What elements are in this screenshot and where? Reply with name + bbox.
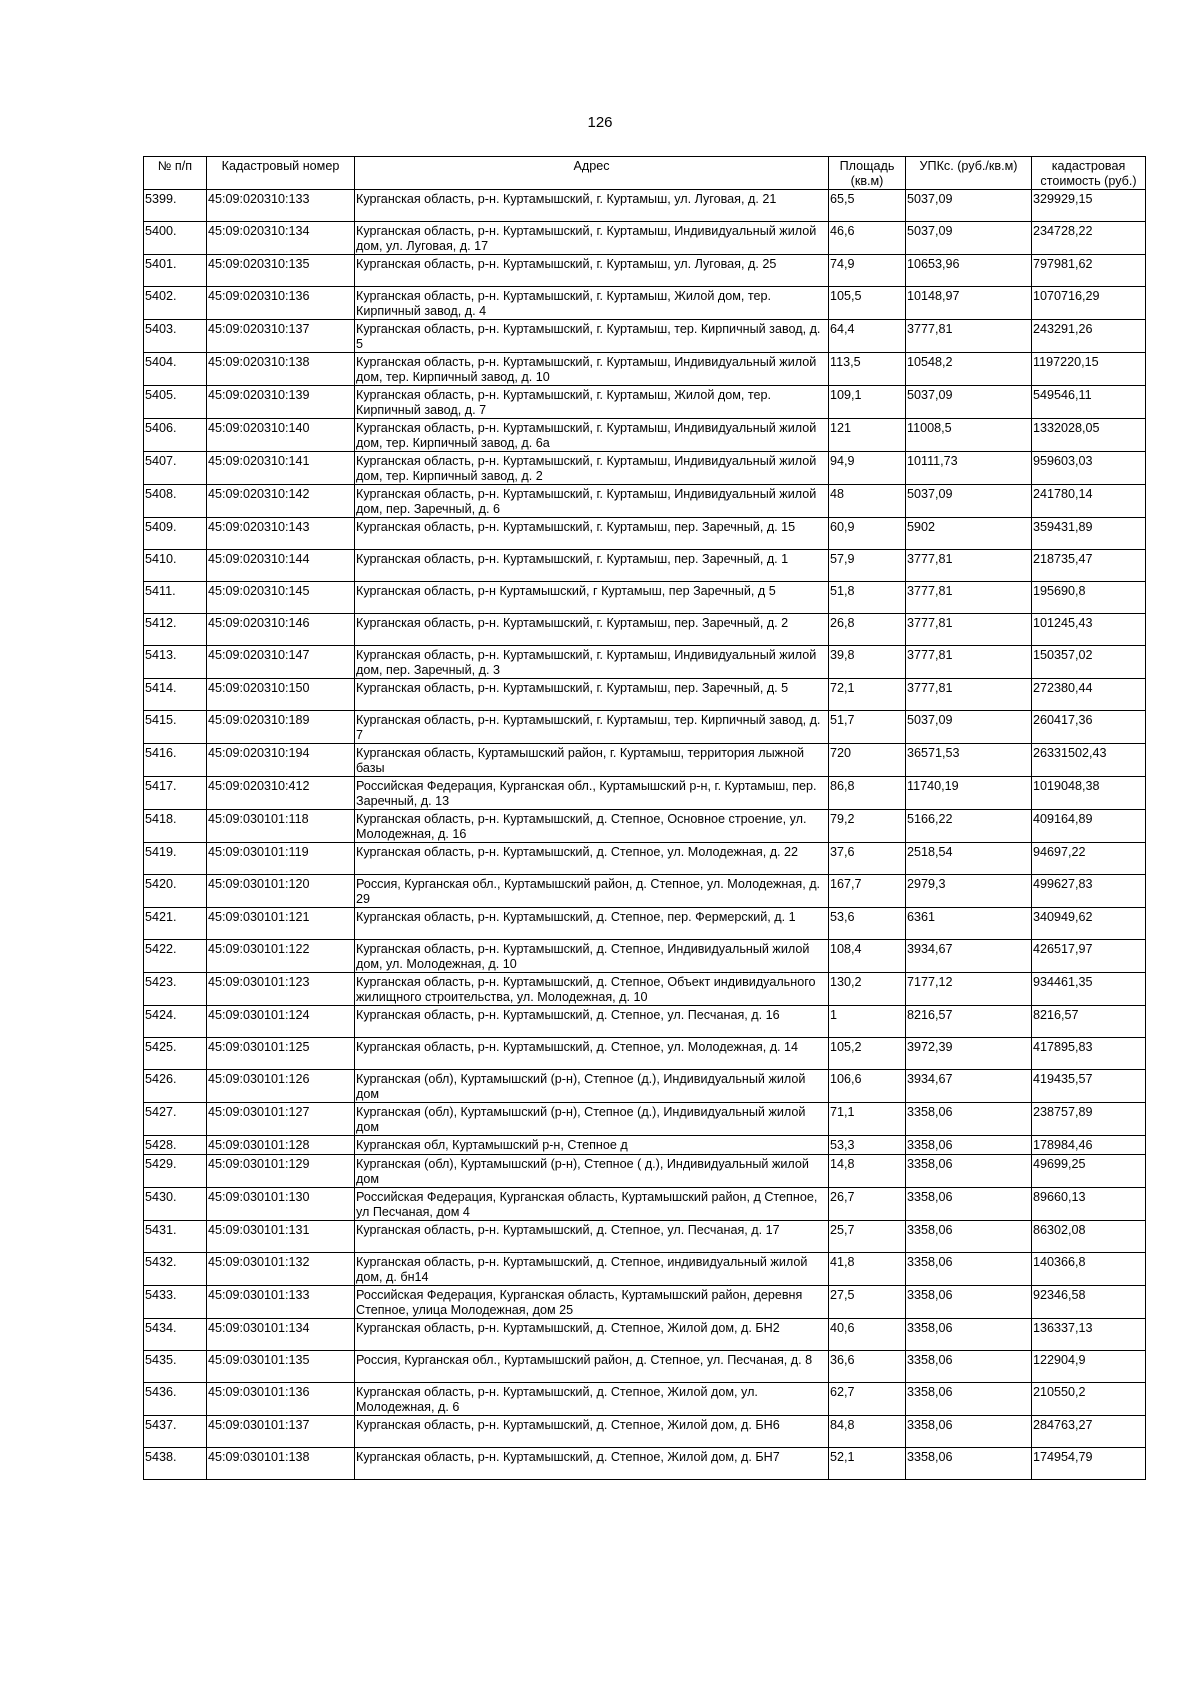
cadastral-number-cell: 45:09:030101:132 bbox=[207, 1253, 355, 1286]
row-number-cell: 5427. bbox=[144, 1103, 207, 1136]
cadastral-number-cell: 45:09:020310:150 bbox=[207, 679, 355, 711]
upks-cell: 11008,5 bbox=[906, 419, 1032, 452]
area-cell: 53,3 bbox=[829, 1136, 906, 1155]
cadastral-number-cell: 45:09:020310:139 bbox=[207, 386, 355, 419]
area-cell: 84,8 bbox=[829, 1416, 906, 1448]
table-row bbox=[144, 419, 1146, 452]
row-number-cell: 5429. bbox=[144, 1155, 207, 1188]
row-number-cell: 5404. bbox=[144, 353, 207, 386]
address-cell: Курганская область, р-н. Куртамышский, д. Степное, ул. Песчаная, д. 16 bbox=[355, 1006, 829, 1038]
table-row bbox=[144, 1070, 1146, 1103]
table-row bbox=[144, 908, 1146, 940]
upks-cell: 5037,09 bbox=[906, 190, 1032, 222]
area-cell: 51,8 bbox=[829, 582, 906, 614]
table-row bbox=[144, 1319, 1146, 1351]
cadastral-number-cell: 45:09:030101:136 bbox=[207, 1383, 355, 1416]
table-row bbox=[144, 1038, 1146, 1070]
cadastral-number-cell: 45:09:030101:126 bbox=[207, 1070, 355, 1103]
address-cell: Курганская область, р-н. Куртамышский, д. Степное, Индивидуальный жилой дом, ул. Молодежная, д. 10 bbox=[355, 940, 829, 973]
header-upks: УПКс. (руб./кв.м) bbox=[906, 157, 1032, 190]
cadastral-number-cell: 45:09:030101:137 bbox=[207, 1416, 355, 1448]
row-number-cell: 5428. bbox=[144, 1136, 207, 1155]
cadastral-number-cell: 45:09:020310:133 bbox=[207, 190, 355, 222]
upks-cell: 10548,2 bbox=[906, 353, 1032, 386]
cadastral-value-cell: 238757,89 bbox=[1032, 1103, 1146, 1136]
address-cell: Курганская область, р-н. Куртамышский, д. Степное, ул. Молодежная, д. 14 bbox=[355, 1038, 829, 1070]
table-row bbox=[144, 255, 1146, 287]
cadastral-number-cell: 45:09:030101:129 bbox=[207, 1155, 355, 1188]
row-number-cell: 5421. bbox=[144, 908, 207, 940]
upks-cell: 3777,81 bbox=[906, 582, 1032, 614]
cadastral-number-cell: 45:09:020310:141 bbox=[207, 452, 355, 485]
cadastral-number-cell: 45:09:030101:134 bbox=[207, 1319, 355, 1351]
header-area: Площадь (кв.м) bbox=[829, 157, 906, 190]
cadastral-value-cell: 8216,57 bbox=[1032, 1006, 1146, 1038]
row-number-cell: 5416. bbox=[144, 744, 207, 777]
row-number-cell: 5435. bbox=[144, 1351, 207, 1383]
cadastral-value-cell: 49699,25 bbox=[1032, 1155, 1146, 1188]
cadastral-number-cell: 45:09:030101:138 bbox=[207, 1448, 355, 1480]
cadastral-number-cell: 45:09:020310:144 bbox=[207, 550, 355, 582]
area-cell: 51,7 bbox=[829, 711, 906, 744]
address-cell: Курганская область, р-н. Куртамышский, г. Куртамыш, тер. Кирпичный завод, д. 5 bbox=[355, 320, 829, 353]
row-number-cell: 5400. bbox=[144, 222, 207, 255]
cadastral-number-cell: 45:09:030101:127 bbox=[207, 1103, 355, 1136]
upks-cell: 3358,06 bbox=[906, 1351, 1032, 1383]
area-cell: 109,1 bbox=[829, 386, 906, 419]
area-cell: 53,6 bbox=[829, 908, 906, 940]
table-row bbox=[144, 1351, 1146, 1383]
address-cell: Курганская область, р-н. Куртамышский, г. Куртамыш, Индивидуальный жилой дом, тер. Кирпичный завод, д. 6а bbox=[355, 419, 829, 452]
row-number-cell: 5402. bbox=[144, 287, 207, 320]
row-number-cell: 5411. bbox=[144, 582, 207, 614]
address-cell: Курганская область, р-н. Куртамышский, д. Степное, Объект индивидуального жилищного строительства, ул. Молодежная, д. 10 bbox=[355, 973, 829, 1006]
table-row bbox=[144, 485, 1146, 518]
upks-cell: 3358,06 bbox=[906, 1416, 1032, 1448]
cadastral-number-cell: 45:09:020310:137 bbox=[207, 320, 355, 353]
area-cell: 39,8 bbox=[829, 646, 906, 679]
table-row bbox=[144, 810, 1146, 843]
cadastral-number-cell: 45:09:030101:128 bbox=[207, 1136, 355, 1155]
address-cell: Российская Федерация, Курганская обл., Куртамышский р-н, г. Куртамыш, пер. Заречный, д. 13 bbox=[355, 777, 829, 810]
cadastral-value-cell: 426517,97 bbox=[1032, 940, 1146, 973]
cadastral-number-cell: 45:09:030101:120 bbox=[207, 875, 355, 908]
cadastral-value-cell: 241780,14 bbox=[1032, 485, 1146, 518]
table-row bbox=[144, 679, 1146, 711]
cadastral-number-cell: 45:09:020310:147 bbox=[207, 646, 355, 679]
cadastral-value-cell: 1197220,15 bbox=[1032, 353, 1146, 386]
row-number-cell: 5410. bbox=[144, 550, 207, 582]
table-row bbox=[144, 777, 1146, 810]
row-number-cell: 5434. bbox=[144, 1319, 207, 1351]
table-row bbox=[144, 1383, 1146, 1416]
cadastral-number-cell: 45:09:030101:118 bbox=[207, 810, 355, 843]
upks-cell: 3358,06 bbox=[906, 1136, 1032, 1155]
upks-cell: 5037,09 bbox=[906, 222, 1032, 255]
table-header-row bbox=[144, 157, 1146, 190]
area-cell: 57,9 bbox=[829, 550, 906, 582]
cadastral-value-cell: 174954,79 bbox=[1032, 1448, 1146, 1480]
address-cell: Курганская область, р-н. Куртамышский, д. Степное, Жилой дом, ул. Молодежная, д. 6 bbox=[355, 1383, 829, 1416]
row-number-cell: 5433. bbox=[144, 1286, 207, 1319]
area-cell: 52,1 bbox=[829, 1448, 906, 1480]
page-number: 126 bbox=[587, 114, 613, 131]
area-cell: 105,5 bbox=[829, 287, 906, 320]
address-cell: Курганская область, р-н. Куртамышский, д. Степное, ул. Песчаная, д. 17 bbox=[355, 1221, 829, 1253]
cadastral-number-cell: 45:09:020310:194 bbox=[207, 744, 355, 777]
address-cell: Курганская область, р-н. Куртамышский, г. Куртамыш, тер. Кирпичный завод, д. 7 bbox=[355, 711, 829, 744]
area-cell: 41,8 bbox=[829, 1253, 906, 1286]
cadastral-number-cell: 45:09:030101:131 bbox=[207, 1221, 355, 1253]
table-row bbox=[144, 386, 1146, 419]
address-cell: Курганская (обл), Куртамышский (р-н), Степное (д.), Индивидуальный жилой дом bbox=[355, 1103, 829, 1136]
area-cell: 167,7 bbox=[829, 875, 906, 908]
row-number-cell: 5417. bbox=[144, 777, 207, 810]
area-cell: 94,9 bbox=[829, 452, 906, 485]
upks-cell: 3972,39 bbox=[906, 1038, 1032, 1070]
row-number-cell: 5430. bbox=[144, 1188, 207, 1221]
cadastral-number-cell: 45:09:020310:189 bbox=[207, 711, 355, 744]
address-cell: Курганская область, р-н. Куртамышский, д. Степное, пер. Фермерский, д. 1 bbox=[355, 908, 829, 940]
area-cell: 27,5 bbox=[829, 1286, 906, 1319]
cadastral-value-cell: 178984,46 bbox=[1032, 1136, 1146, 1155]
row-number-cell: 5426. bbox=[144, 1070, 207, 1103]
table-row bbox=[144, 711, 1146, 744]
upks-cell: 3777,81 bbox=[906, 550, 1032, 582]
area-cell: 48 bbox=[829, 485, 906, 518]
area-cell: 720 bbox=[829, 744, 906, 777]
table-row bbox=[144, 550, 1146, 582]
table-row bbox=[144, 744, 1146, 777]
table-row bbox=[144, 614, 1146, 646]
upks-cell: 2518,54 bbox=[906, 843, 1032, 875]
cadastral-value-cell: 284763,27 bbox=[1032, 1416, 1146, 1448]
table-row bbox=[144, 1253, 1146, 1286]
address-cell: Курганская область, р-н. Куртамышский, г. Куртамыш, Индивидуальный жилой дом, ул. Луговая, д. 17 bbox=[355, 222, 829, 255]
area-cell: 121 bbox=[829, 419, 906, 452]
address-cell: Курганская (обл), Куртамышский (р-н), Степное (д.), Индивидуальный жилой дом bbox=[355, 1070, 829, 1103]
cadastral-value-cell: 1070716,29 bbox=[1032, 287, 1146, 320]
address-cell: Курганская область, р-н Куртамышский, г Куртамыш, пер Заречный, д 5 bbox=[355, 582, 829, 614]
address-cell: Российская Федерация, Курганская область, Куртамышский район, деревня Степное, улица Молодежная, дом 25 bbox=[355, 1286, 829, 1319]
cadastral-value-cell: 359431,89 bbox=[1032, 518, 1146, 550]
table-row bbox=[144, 452, 1146, 485]
upks-cell: 5037,09 bbox=[906, 386, 1032, 419]
table-row bbox=[144, 320, 1146, 353]
cadastral-number-cell: 45:09:020310:146 bbox=[207, 614, 355, 646]
cadastral-number-cell: 45:09:030101:122 bbox=[207, 940, 355, 973]
area-cell: 37,6 bbox=[829, 843, 906, 875]
area-cell: 79,2 bbox=[829, 810, 906, 843]
row-number-cell: 5438. bbox=[144, 1448, 207, 1480]
address-cell: Курганская область, р-н. Куртамышский, г. Куртамыш, пер. Заречный, д. 5 bbox=[355, 679, 829, 711]
cadastral-value-cell: 26331502,43 bbox=[1032, 744, 1146, 777]
row-number-cell: 5406. bbox=[144, 419, 207, 452]
cadastral-number-cell: 45:09:020310:135 bbox=[207, 255, 355, 287]
area-cell: 36,6 bbox=[829, 1351, 906, 1383]
upks-cell: 3358,06 bbox=[906, 1221, 1032, 1253]
row-number-cell: 5413. bbox=[144, 646, 207, 679]
table-row bbox=[144, 1221, 1146, 1253]
row-number-cell: 5419. bbox=[144, 843, 207, 875]
row-number-cell: 5420. bbox=[144, 875, 207, 908]
cadastral-number-cell: 45:09:020310:143 bbox=[207, 518, 355, 550]
cadastral-value-cell: 195690,8 bbox=[1032, 582, 1146, 614]
table-row bbox=[144, 1006, 1146, 1038]
upks-cell: 3777,81 bbox=[906, 646, 1032, 679]
cadastral-number-cell: 45:09:030101:135 bbox=[207, 1351, 355, 1383]
table-row bbox=[144, 973, 1146, 1006]
table-row bbox=[144, 1188, 1146, 1221]
cadastral-value-cell: 959603,03 bbox=[1032, 452, 1146, 485]
upks-cell: 3358,06 bbox=[906, 1155, 1032, 1188]
area-cell: 26,8 bbox=[829, 614, 906, 646]
table-row bbox=[144, 190, 1146, 222]
row-number-cell: 5414. bbox=[144, 679, 207, 711]
upks-cell: 3358,06 bbox=[906, 1383, 1032, 1416]
cadastral-number-cell: 45:09:020310:136 bbox=[207, 287, 355, 320]
cadastral-number-cell: 45:09:030101:123 bbox=[207, 973, 355, 1006]
area-cell: 64,4 bbox=[829, 320, 906, 353]
area-cell: 105,2 bbox=[829, 1038, 906, 1070]
address-cell: Курганская область, р-н. Куртамышский, г. Куртамыш, ул. Луговая, д. 25 bbox=[355, 255, 829, 287]
address-cell: Курганская область, р-н. Куртамышский, г. Куртамыш, Индивидуальный жилой дом, пер. Заречный, д. 6 bbox=[355, 485, 829, 518]
cadastral-number-cell: 45:09:020310:140 bbox=[207, 419, 355, 452]
address-cell: Курганская область, р-н. Куртамышский, г. Куртамыш, пер. Заречный, д. 1 bbox=[355, 550, 829, 582]
cadastral-value-table bbox=[143, 156, 1146, 1480]
area-cell: 106,6 bbox=[829, 1070, 906, 1103]
table-row bbox=[144, 222, 1146, 255]
address-cell: Курганская (обл), Куртамышский (р-н), Степное ( д.), Индивидуальный жилой дом bbox=[355, 1155, 829, 1188]
upks-cell: 3358,06 bbox=[906, 1286, 1032, 1319]
row-number-cell: 5399. bbox=[144, 190, 207, 222]
upks-cell: 10148,97 bbox=[906, 287, 1032, 320]
address-cell: Курганская область, Куртамышский район, г. Куртамыш, территория лыжной базы bbox=[355, 744, 829, 777]
table-row bbox=[144, 646, 1146, 679]
row-number-cell: 5437. bbox=[144, 1416, 207, 1448]
address-cell: Курганская область, р-н. Куртамышский, д. Степное, Жилой дом, д. БН7 bbox=[355, 1448, 829, 1480]
header-row-number: № п/п bbox=[144, 157, 207, 190]
upks-cell: 5166,22 bbox=[906, 810, 1032, 843]
upks-cell: 3358,06 bbox=[906, 1253, 1032, 1286]
cadastral-value-cell: 340949,62 bbox=[1032, 908, 1146, 940]
cadastral-number-cell: 45:09:020310:412 bbox=[207, 777, 355, 810]
address-cell: Курганская область, р-н. Куртамышский, д. Степное, Основное строение, ул. Молодежная, д. 16 bbox=[355, 810, 829, 843]
upks-cell: 8216,57 bbox=[906, 1006, 1032, 1038]
area-cell: 65,5 bbox=[829, 190, 906, 222]
area-cell: 71,1 bbox=[829, 1103, 906, 1136]
cadastral-number-cell: 45:09:030101:133 bbox=[207, 1286, 355, 1319]
row-number-cell: 5423. bbox=[144, 973, 207, 1006]
cadastral-value-cell: 136337,13 bbox=[1032, 1319, 1146, 1351]
cadastral-value-cell: 101245,43 bbox=[1032, 614, 1146, 646]
upks-cell: 3358,06 bbox=[906, 1188, 1032, 1221]
row-number-cell: 5424. bbox=[144, 1006, 207, 1038]
address-cell: Курганская область, р-н. Куртамышский, г. Куртамыш, Индивидуальный жилой дом, тер. Кирпичный завод, д. 2 bbox=[355, 452, 829, 485]
address-cell: Курганская область, р-н. Куртамышский, г. Куртамыш, Индивидуальный жилой дом, пер. Заречный, д. 3 bbox=[355, 646, 829, 679]
address-cell: Российская Федерация, Курганская область, Куртамышский район, д Степное, ул Песчаная, дом 4 bbox=[355, 1188, 829, 1221]
cadastral-value-cell: 329929,15 bbox=[1032, 190, 1146, 222]
table-body bbox=[144, 190, 1146, 1480]
upks-cell: 3777,81 bbox=[906, 320, 1032, 353]
upks-cell: 5902 bbox=[906, 518, 1032, 550]
area-cell: 60,9 bbox=[829, 518, 906, 550]
upks-cell: 2979,3 bbox=[906, 875, 1032, 908]
table-row bbox=[144, 875, 1146, 908]
cadastral-value-cell: 86302,08 bbox=[1032, 1221, 1146, 1253]
upks-cell: 3934,67 bbox=[906, 1070, 1032, 1103]
table-row bbox=[144, 1103, 1146, 1136]
cadastral-value-cell: 797981,62 bbox=[1032, 255, 1146, 287]
upks-cell: 3934,67 bbox=[906, 940, 1032, 973]
header-address: Адрес bbox=[355, 157, 829, 190]
address-cell: Курганская область, р-н. Куртамышский, д. Степное, Жилой дом, д. БН2 bbox=[355, 1319, 829, 1351]
row-number-cell: 5403. bbox=[144, 320, 207, 353]
table-row bbox=[144, 1286, 1146, 1319]
cadastral-number-cell: 45:09:020310:142 bbox=[207, 485, 355, 518]
row-number-cell: 5436. bbox=[144, 1383, 207, 1416]
row-number-cell: 5432. bbox=[144, 1253, 207, 1286]
cadastral-value-cell: 92346,58 bbox=[1032, 1286, 1146, 1319]
cadastral-value-cell: 499627,83 bbox=[1032, 875, 1146, 908]
address-cell: Курганская область, р-н. Куртамышский, д. Степное, ул. Молодежная, д. 22 bbox=[355, 843, 829, 875]
cadastral-value-cell: 140366,8 bbox=[1032, 1253, 1146, 1286]
address-cell: Курганская область, р-н. Куртамышский, г. Куртамыш, Жилой дом, тер. Кирпичный завод, д. 7 bbox=[355, 386, 829, 419]
cadastral-value-cell: 549546,11 bbox=[1032, 386, 1146, 419]
upks-cell: 6361 bbox=[906, 908, 1032, 940]
address-cell: Курганская область, р-н. Куртамышский, д. Степное, индивидуальный жилой дом, д. бн14 bbox=[355, 1253, 829, 1286]
upks-cell: 3358,06 bbox=[906, 1319, 1032, 1351]
address-cell: Россия, Курганская обл., Куртамышский район, д. Степное, ул. Молодежная, д. 29 bbox=[355, 875, 829, 908]
table-row bbox=[144, 1136, 1146, 1155]
cadastral-number-cell: 45:09:030101:125 bbox=[207, 1038, 355, 1070]
upks-cell: 5037,09 bbox=[906, 485, 1032, 518]
upks-cell: 3777,81 bbox=[906, 614, 1032, 646]
row-number-cell: 5415. bbox=[144, 711, 207, 744]
cadastral-value-cell: 234728,22 bbox=[1032, 222, 1146, 255]
area-cell: 62,7 bbox=[829, 1383, 906, 1416]
upks-cell: 7177,12 bbox=[906, 973, 1032, 1006]
area-cell: 74,9 bbox=[829, 255, 906, 287]
cadastral-number-cell: 45:09:020310:138 bbox=[207, 353, 355, 386]
table-row bbox=[144, 843, 1146, 875]
cadastral-value-cell: 150357,02 bbox=[1032, 646, 1146, 679]
address-cell: Курганская обл, Куртамышский р-н, Степное д bbox=[355, 1136, 829, 1155]
address-cell: Курганская область, р-н. Куртамышский, д. Степное, Жилой дом, д. БН6 bbox=[355, 1416, 829, 1448]
upks-cell: 5037,09 bbox=[906, 711, 1032, 744]
cadastral-number-cell: 45:09:030101:124 bbox=[207, 1006, 355, 1038]
cadastral-value-cell: 409164,89 bbox=[1032, 810, 1146, 843]
cadastral-value-cell: 934461,35 bbox=[1032, 973, 1146, 1006]
cadastral-number-cell: 45:09:020310:145 bbox=[207, 582, 355, 614]
row-number-cell: 5425. bbox=[144, 1038, 207, 1070]
address-cell: Курганская область, р-н. Куртамышский, г. Куртамыш, Жилой дом, тер. Кирпичный завод, д. 4 bbox=[355, 287, 829, 320]
row-number-cell: 5408. bbox=[144, 485, 207, 518]
row-number-cell: 5401. bbox=[144, 255, 207, 287]
upks-cell: 36571,53 bbox=[906, 744, 1032, 777]
area-cell: 1 bbox=[829, 1006, 906, 1038]
row-number-cell: 5431. bbox=[144, 1221, 207, 1253]
row-number-cell: 5422. bbox=[144, 940, 207, 973]
table-row bbox=[144, 940, 1146, 973]
upks-cell: 11740,19 bbox=[906, 777, 1032, 810]
cadastral-value-cell: 272380,44 bbox=[1032, 679, 1146, 711]
upks-cell: 10111,73 bbox=[906, 452, 1032, 485]
cadastral-number-cell: 45:09:030101:119 bbox=[207, 843, 355, 875]
upks-cell: 10653,96 bbox=[906, 255, 1032, 287]
cadastral-value-cell: 417895,83 bbox=[1032, 1038, 1146, 1070]
row-number-cell: 5412. bbox=[144, 614, 207, 646]
cadastral-value-cell: 94697,22 bbox=[1032, 843, 1146, 875]
area-cell: 26,7 bbox=[829, 1188, 906, 1221]
table-row bbox=[144, 1448, 1146, 1480]
header-cadastral-number: Кадастровый номер bbox=[207, 157, 355, 190]
area-cell: 130,2 bbox=[829, 973, 906, 1006]
cadastral-value-cell: 243291,26 bbox=[1032, 320, 1146, 353]
area-cell: 86,8 bbox=[829, 777, 906, 810]
upks-cell: 3777,81 bbox=[906, 679, 1032, 711]
upks-cell: 3358,06 bbox=[906, 1103, 1032, 1136]
area-cell: 40,6 bbox=[829, 1319, 906, 1351]
row-number-cell: 5405. bbox=[144, 386, 207, 419]
table-row bbox=[144, 518, 1146, 550]
table-row bbox=[144, 353, 1146, 386]
cadastral-value-cell: 1019048,38 bbox=[1032, 777, 1146, 810]
area-cell: 108,4 bbox=[829, 940, 906, 973]
table-row bbox=[144, 582, 1146, 614]
cadastral-value-cell: 89660,13 bbox=[1032, 1188, 1146, 1221]
address-cell: Курганская область, р-н. Куртамышский, г. Куртамыш, ул. Луговая, д. 21 bbox=[355, 190, 829, 222]
address-cell: Курганская область, р-н. Куртамышский, г. Куртамыш, Индивидуальный жилой дом, тер. Кирпичный завод, д. 10 bbox=[355, 353, 829, 386]
area-cell: 46,6 bbox=[829, 222, 906, 255]
cadastral-value-cell: 218735,47 bbox=[1032, 550, 1146, 582]
address-cell: Россия, Курганская обл., Куртамышский район, д. Степное, ул. Песчаная, д. 8 bbox=[355, 1351, 829, 1383]
row-number-cell: 5409. bbox=[144, 518, 207, 550]
cadastral-number-cell: 45:09:030101:130 bbox=[207, 1188, 355, 1221]
table-row bbox=[144, 287, 1146, 320]
header-cadastral-value: кадастровая стоимость (руб.) bbox=[1032, 157, 1146, 190]
cadastral-value-cell: 419435,57 bbox=[1032, 1070, 1146, 1103]
address-cell: Курганская область, р-н. Куртамышский, г. Куртамыш, пер. Заречный, д. 15 bbox=[355, 518, 829, 550]
row-number-cell: 5407. bbox=[144, 452, 207, 485]
table-row bbox=[144, 1155, 1146, 1188]
cadastral-value-cell: 122904,9 bbox=[1032, 1351, 1146, 1383]
cadastral-value-cell: 1332028,05 bbox=[1032, 419, 1146, 452]
cadastral-value-cell: 260417,36 bbox=[1032, 711, 1146, 744]
area-cell: 113,5 bbox=[829, 353, 906, 386]
address-cell: Курганская область, р-н. Куртамышский, г. Куртамыш, пер. Заречный, д. 2 bbox=[355, 614, 829, 646]
cadastral-value-cell: 210550,2 bbox=[1032, 1383, 1146, 1416]
area-cell: 14,8 bbox=[829, 1155, 906, 1188]
cadastral-number-cell: 45:09:030101:121 bbox=[207, 908, 355, 940]
cadastral-number-cell: 45:09:020310:134 bbox=[207, 222, 355, 255]
row-number-cell: 5418. bbox=[144, 810, 207, 843]
upks-cell: 3358,06 bbox=[906, 1448, 1032, 1480]
table-row bbox=[144, 1416, 1146, 1448]
area-cell: 72,1 bbox=[829, 679, 906, 711]
area-cell: 25,7 bbox=[829, 1221, 906, 1253]
